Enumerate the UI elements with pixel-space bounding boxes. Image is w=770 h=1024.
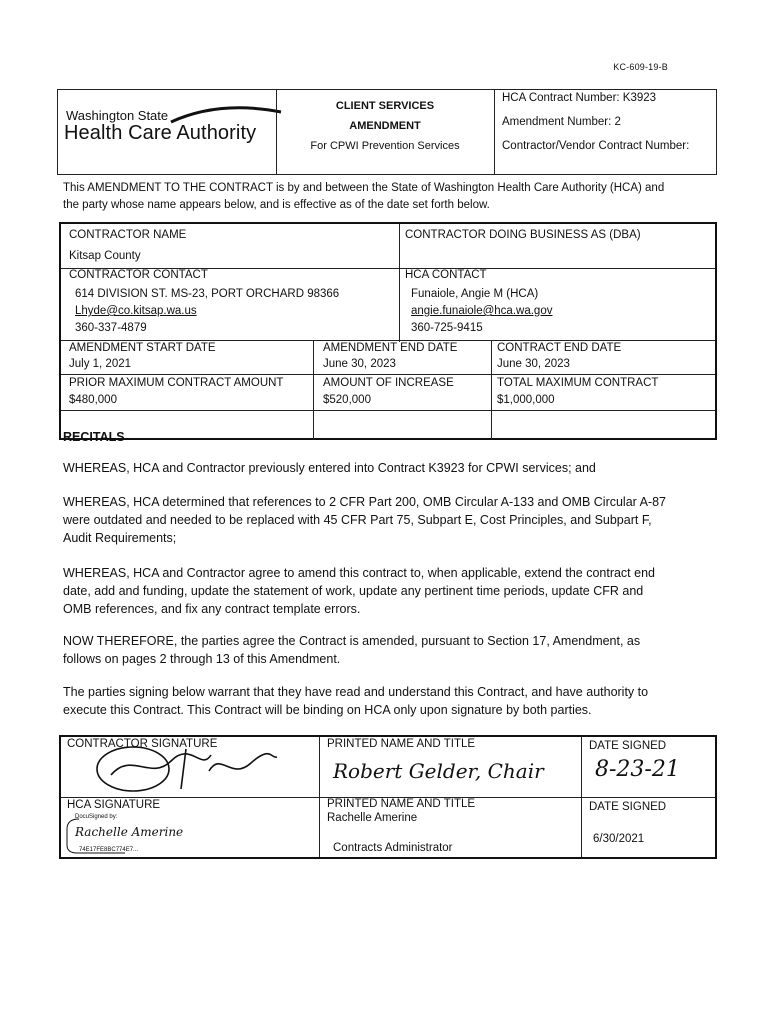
contract-end-value: June 30, 2023 [497, 358, 570, 370]
contractor-date-label: DATE SIGNED [589, 740, 667, 752]
title-subtitle: For CPWI Prevention Services [310, 140, 460, 152]
start-date-value: July 1, 2021 [69, 358, 132, 370]
contractor-contact-label: CONTRACTOR CONTACT [69, 269, 208, 281]
table-divider [313, 340, 314, 440]
recital-line: were outdated and needed to be replaced with 45 CFR Part 75, Subpart E, Cost Principles, and Subpart F, [63, 513, 652, 527]
prior-amount-label: PRIOR MAXIMUM CONTRACT AMOUNT [69, 377, 284, 389]
logo-line2: Health Care Authority [64, 122, 257, 144]
contractor-signature-label: CONTRACTOR SIGNATURE [67, 738, 218, 750]
recital-paragraph [63, 493, 703, 547]
recital-paragraph [63, 459, 703, 477]
recital-line: execute this Contract. This Contract will be binding on HCA only upon signature by both parties. [63, 703, 592, 717]
recital-line: follows on pages 2 through 13 of this Amendment. [63, 652, 341, 666]
intro-line: the party whose name appears below, and is effective as of the date set forth below. [63, 199, 490, 211]
hca-contact-email-link[interactable]: angie.funaiole@hca.wa.gov [411, 305, 553, 317]
contractor-date-value: 8-23-21 [595, 757, 680, 782]
recital-line: WHEREAS, HCA and Contractor previously entered into Contract K3923 for CPWI services; and [63, 461, 596, 475]
recital-line: NOW THEREFORE, the parties agree the Contract is amended, pursuant to Section 17, Amendment, as [63, 634, 641, 648]
hca-contact-name: Funaiole, Angie M (HCA) [411, 288, 539, 300]
docusign-label: DocuSigned by: [75, 814, 118, 820]
end-date-value: June 30, 2023 [323, 358, 396, 370]
total-amount-value: $1,000,000 [497, 394, 555, 406]
recitals-title: RECITALS [63, 430, 125, 444]
recital-line: OMB references, and fix any contract template errors. [63, 602, 361, 616]
prior-amount-value: $480,000 [69, 394, 117, 406]
contractor-email-link[interactable]: Lhyde@co.kitsap.wa.us [75, 305, 197, 317]
hca-signature-label: HCA SIGNATURE [67, 799, 161, 811]
recital-paragraph [63, 632, 703, 668]
recital-line: Audit Requirements; [63, 531, 177, 545]
table-divider [491, 340, 492, 440]
increase-label: AMOUNT OF INCREASE [323, 377, 454, 389]
contractor-phone: 360-337-4879 [75, 322, 147, 334]
header-title [278, 96, 492, 156]
contract-end-label: CONTRACT END DATE [497, 342, 622, 354]
recital-line: WHEREAS, HCA determined that references to 2 CFR Part 200, OMB Circular A-133 and OMB Circular A-87 [63, 495, 667, 509]
amendment-number: Amendment Number: 2 [502, 116, 621, 128]
contractor-printed-name: Robert Gelder, Chair [333, 759, 544, 783]
recital-paragraph [63, 683, 703, 719]
hca-printed-name: Rachelle Amerine [327, 812, 418, 824]
title-client-services: CLIENT SERVICES [335, 100, 435, 112]
table-divider [61, 340, 715, 341]
hca-contact-phone: 360-725-9415 [411, 322, 483, 334]
hca-printed-title: Contracts Administrator [333, 842, 453, 854]
signature-table [59, 735, 717, 859]
end-date-label: AMENDMENT END DATE [323, 342, 458, 354]
contractor-name-value: Kitsap County [69, 250, 141, 262]
docusign-id: 74E17FE8BC774E7... [79, 847, 139, 853]
hca-logo [64, 102, 282, 152]
table-divider [399, 224, 400, 342]
table-divider [61, 410, 715, 411]
title-amendment: AMENDMENT [349, 120, 421, 132]
contractor-printed-label: PRINTED NAME AND TITLE [327, 738, 476, 750]
increase-value: $520,000 [323, 394, 371, 406]
vendor-contract-number: Contractor/Vendor Contract Number: [502, 140, 690, 152]
recital-line: WHEREAS, HCA and Contractor agree to amend this contract to, when applicable, extend the contract end [63, 566, 655, 580]
recital-line: The parties signing below warrant that they have read and understand this Contract, and have authority to [63, 685, 649, 699]
contractor-info-table [59, 222, 717, 440]
hca-date-value: 6/30/2021 [593, 833, 645, 845]
start-date-label: AMENDMENT START DATE [69, 342, 216, 354]
hca-signature-script: Rachelle Amerine [75, 825, 184, 839]
intro-text [63, 180, 713, 214]
total-amount-label: TOTAL MAXIMUM CONTRACT [497, 377, 659, 389]
intro-line: This AMENDMENT TO THE CONTRACT is by and between the State of Washington Health Care Authority (HCA) and [63, 182, 665, 194]
contractor-address: 614 DIVISION ST. MS-23, PORT ORCHARD 98366 [75, 288, 340, 300]
hca-printed-label: PRINTED NAME AND TITLE [327, 798, 476, 810]
logo-swoosh-icon [169, 102, 289, 124]
header-box [57, 89, 717, 175]
header-divider [494, 90, 495, 174]
contract-number: HCA Contract Number: K3923 [502, 92, 657, 104]
contractor-dba-label: CONTRACTOR DOING BUSINESS AS (DBA) [405, 229, 641, 241]
header-divider [276, 90, 277, 174]
table-divider [61, 374, 715, 375]
logo-line1: Washington State [66, 108, 169, 123]
document-id: KC-609-19-B [613, 62, 668, 72]
hca-contact-label: HCA CONTACT [405, 269, 487, 281]
hca-date-label: DATE SIGNED [589, 801, 667, 813]
contractor-signature-icon [91, 741, 281, 795]
recital-line: date, add and funding, update the statement of work, update any pertinent time periods, update CFR and [63, 584, 644, 598]
contractor-name-label: CONTRACTOR NAME [69, 229, 187, 241]
recital-paragraph [63, 564, 703, 618]
